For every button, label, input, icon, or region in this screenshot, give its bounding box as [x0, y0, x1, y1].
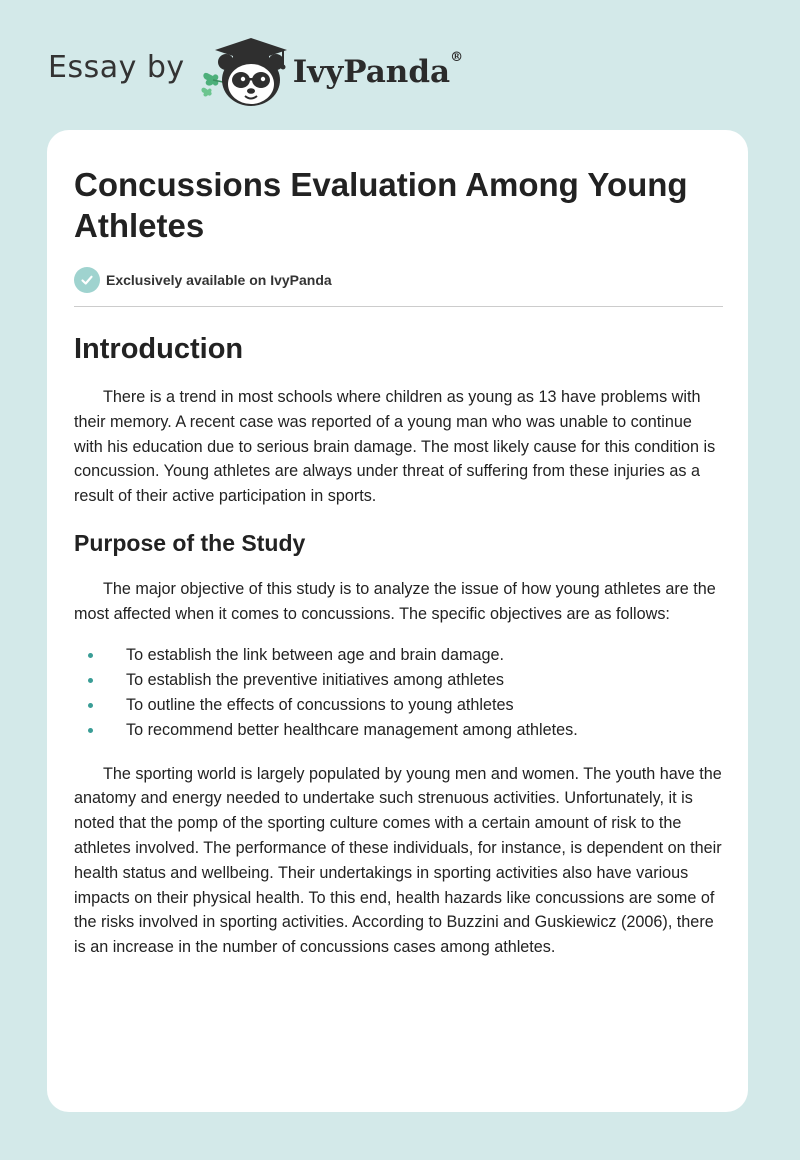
list-item-text: To outline the effects of concussions to young athletes [126, 695, 514, 714]
list-item [74, 718, 723, 743]
intro-paragraph: There is a trend in most schools where children as young as 13 have problems with their memory. A recent case was reported of a young man who was unable to continue with his education due to serious brain damage. The most likely cause for this condition is concussion. Young athletes are always under threat of suffering from these injuries as a result of their active participation in sports. [74, 388, 716, 506]
bullet-icon [88, 703, 93, 708]
essay-card [47, 130, 748, 1112]
list-item-text: To establish the link between age and brain damage. [126, 645, 504, 664]
bullet-icon [88, 728, 93, 733]
divider [74, 306, 723, 307]
purpose-paragraph: The major objective of this study is to analyze the issue of how young athletes are the most affected when it comes to concussions. The specific objectives are as follows: [74, 579, 716, 623]
brand-name: IvyPanda® [292, 50, 464, 90]
closing-paragraph: The sporting world is largely populated by young men and women. The youth have the anatomy and energy needed to undertake such strenuous activities. Unfortunately, it is noted that the pomp of the sporting culture comes with a certain amount of risk to the athletes involved. The performance of these individuals, for instance, is dependent on their health status and wellbeing. Their undertakings in sporting activities also have various impacts on their physical health. To this end, health hazards like concussions are some of the risks involved in sporting activities. According to Buzzini and Guskiewicz (2006), there is an increase in the number of concussions cases among athletes. [74, 764, 722, 957]
list-item-text: To recommend better healthcare management among athletes. [126, 720, 578, 739]
brand-header[interactable] [48, 30, 463, 110]
brand-prefix: Essay by [48, 49, 185, 85]
section-heading-introduction: Introduction [74, 333, 244, 365]
panda-logo-icon [199, 30, 291, 110]
bullet-icon [88, 678, 93, 683]
list-item [74, 643, 723, 668]
registered-mark: ® [450, 50, 464, 65]
list-item [74, 693, 723, 718]
section-heading-purpose: Purpose of the Study [74, 529, 306, 556]
list-item [74, 668, 723, 693]
objectives-list [74, 643, 723, 743]
essay-title: Concussions Evaluation Among Young Athletes [74, 166, 688, 244]
list-item-text: To establish the preventive initiatives among athletes [126, 670, 504, 689]
check-icon [74, 267, 100, 293]
badge-text: Exclusively available on IvyPanda [106, 272, 332, 288]
bullet-icon [88, 653, 93, 658]
exclusive-badge [74, 266, 723, 294]
